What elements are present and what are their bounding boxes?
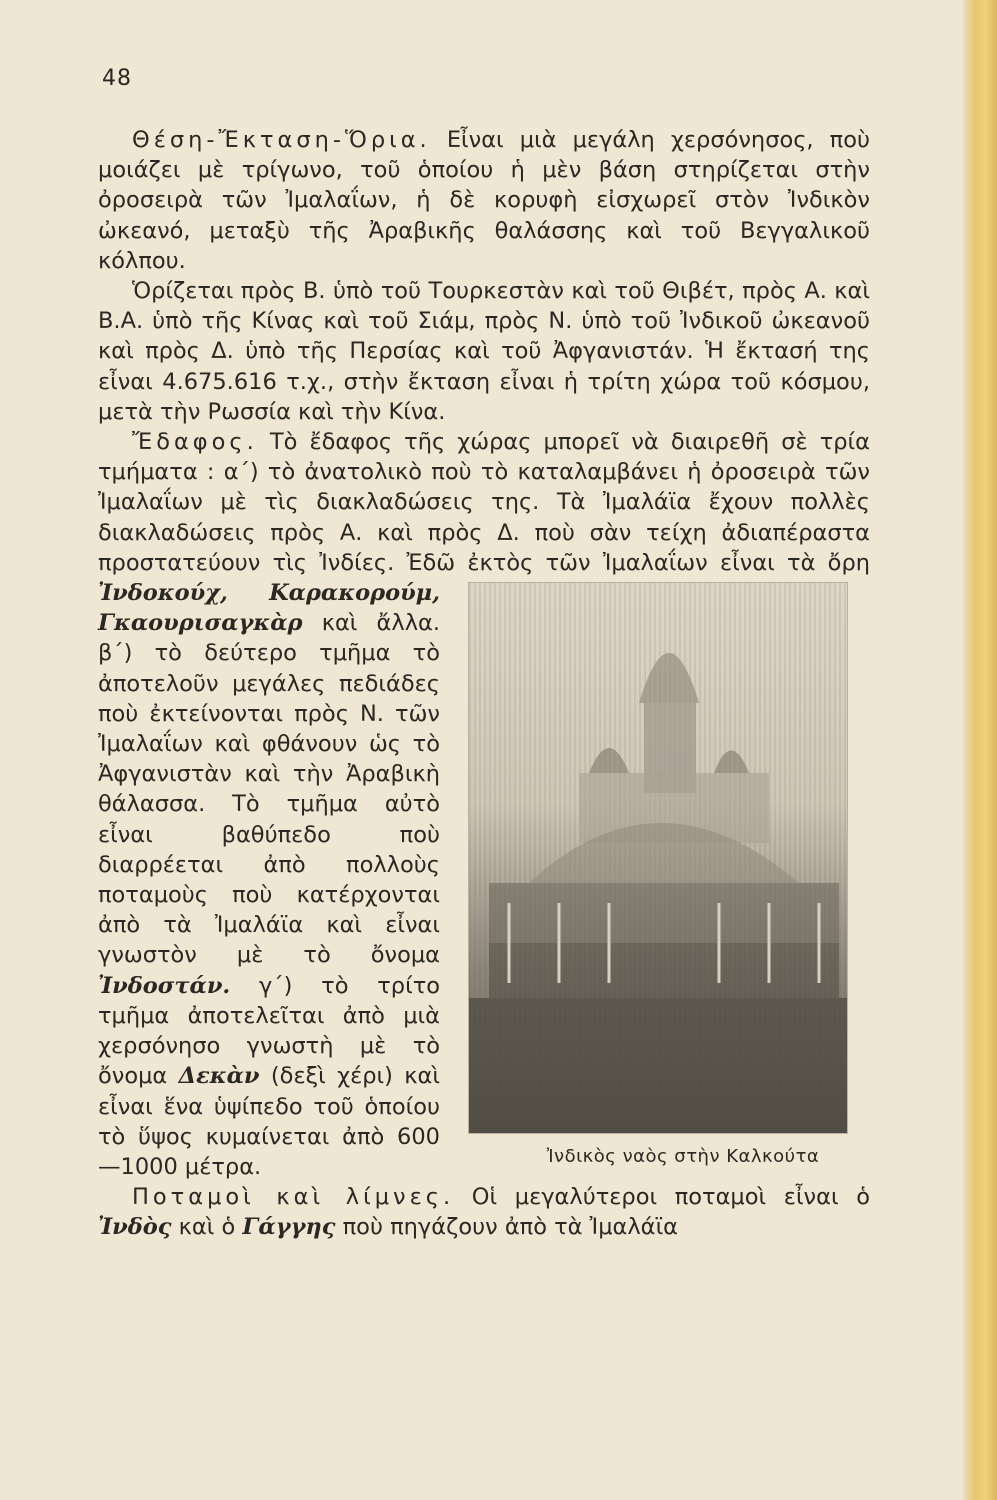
figure: [462, 582, 870, 1172]
mountains-names: Ἰνδοκούχ, Καρακορούμ, Γκαουρισαγκὰρ: [98, 580, 440, 637]
text-terrain-1: Τὸ ἔδαφος τῆς χώρας μπορεῖ νὰ διαιρεθῆ σὲ τρία τμήματα : α΄) τὸ ἀνατολικὸ ποὺ τὸ καταλαμβάνει ἡ ὀροσειρὰ τῶν Ἰμαλαΐων μὲ τὶς διακλαδώσεις της. Τὰ Ἰμαλάϊα ἔχουν πολλὲς διακλαδώσεις πρὸς Α. καὶ πρὸς Δ. ποὺ σὰν τείχη ἀδιαπέραστα προστατεύουν τὶς Ἰνδίες. Ἐδῶ ἐκτὸς τῶν Ἰμαλαΐων εἶναι τὰ ὄρη: [98, 429, 871, 576]
text-terrain-2: καὶ ἄλλα. β΄) τὸ δεύτερο τμῆμα τὸ ἀποτελοῦν μεγάλες πεδιάδες ποὺ ἐκτείνονται πρὸς Ν. τῶν Ἰμαλαΐων καὶ φθάνουν ὡς τὸ Ἀφγανιστὰν καὶ τὴν Ἀραβικὴ θάλασσα. Τὸ τμῆμα αὐτὸ εἶναι βαθύπεδο ποὺ διαρρέεται ἀπὸ πολλοὺς ποταμοὺς ποὺ κατέρχονται ἀπὸ τὰ Ἰμαλάϊα καὶ εἶναι γνωστὸν μὲ τὸ ὄνομα: [98, 610, 440, 969]
heading-terrain: Ἔδαφος.: [132, 429, 258, 456]
body-text: [98, 125, 870, 1243]
heading-position: Θέση-Ἔκταση-Ὅρια.: [132, 127, 431, 153]
text-rivers-1: Οἱ μεγαλύτεροι ποταμοὶ εἶναι ὁ: [471, 1184, 870, 1211]
paragraph-rivers: [98, 1182, 870, 1242]
page-number: 48: [102, 66, 132, 91]
region-name: Ἰνδοστάν.: [98, 972, 231, 999]
figure-caption: Ἰνδικὸς ναὸς στὴν Καλκούτα: [546, 1146, 820, 1168]
paragraph-position: [98, 125, 870, 276]
temple-illustration: [469, 583, 847, 1133]
paragraph-terrain: [98, 427, 870, 1182]
text-rivers-and: καὶ ὁ: [178, 1214, 236, 1241]
temple-photo: [468, 582, 848, 1134]
text-position: Εἶναι μιὰ μεγάλη χερσόνησος, ποὺ μοιάζει μὲ τρίγωνο, τοῦ ὁποίου ἡ μὲν βάση στηρίζεται στὴν ὀροσειρὰ τῶν Ἰμαλαΐων, ἡ δὲ κορυφὴ εἰσχωρεῖ στὸν Ἰνδικὸν ὠκεανό, μεταξὺ τῆς Ἀραβικῆς θαλάσσης καὶ τοῦ Βεγγαλικοῦ κόλπου.: [98, 127, 870, 274]
river-ganges: Γάγγης: [242, 1214, 336, 1241]
text-borders: Ὁρίζεται πρὸς Β. ὑπὸ τοῦ Τουρκεστὰν καὶ τοῦ Θιβέτ, πρὸς Α. καὶ Β.Α. ὑπὸ τῆς Κίνας καὶ τοῦ Σιάμ, πρὸς Ν. ὑπὸ τοῦ Ἰνδικοῦ ὠκεανοῦ καὶ πρὸς Δ. ὑπὸ τῆς Περσίας καὶ τοῦ Ἀφγανιστάν. Ἡ ἔκτασή της εἶναι 4.675.616 τ.χ., στὴν ἔκταση εἶναι ἡ τρίτη χώρα τοῦ κόσμου, μετὰ τὴν Ρωσσία καὶ τὴν Κίνα.: [98, 278, 870, 425]
river-indus: Ἰνδὸς: [98, 1214, 172, 1241]
paragraph-borders: [98, 276, 870, 427]
text-rivers-2: ποὺ πηγάζουν ἀπὸ τὰ Ἰμαλάϊα: [342, 1214, 678, 1241]
deccan-name: Δεκὰν: [178, 1063, 260, 1090]
page-edge: [963, 0, 997, 1500]
heading-rivers: Ποταμοὶ καὶ λίμνες.: [132, 1184, 455, 1211]
text-terrain-4: (δεξὶ χέρι) καὶ εἶναι ἕνα ὑψίπεδο τοῦ ὁποίου τὸ ὕψος κυμαίνεται ἀπὸ 600—1000 μέτρα.: [98, 1063, 441, 1180]
text-terrain-3: γ΄) τὸ τρίτο τμῆμα ἀποτελεῖται ἀπὸ μιὰ χερσόνησο γνωστὴ μὲ τὸ ὄνομα: [98, 972, 441, 1090]
